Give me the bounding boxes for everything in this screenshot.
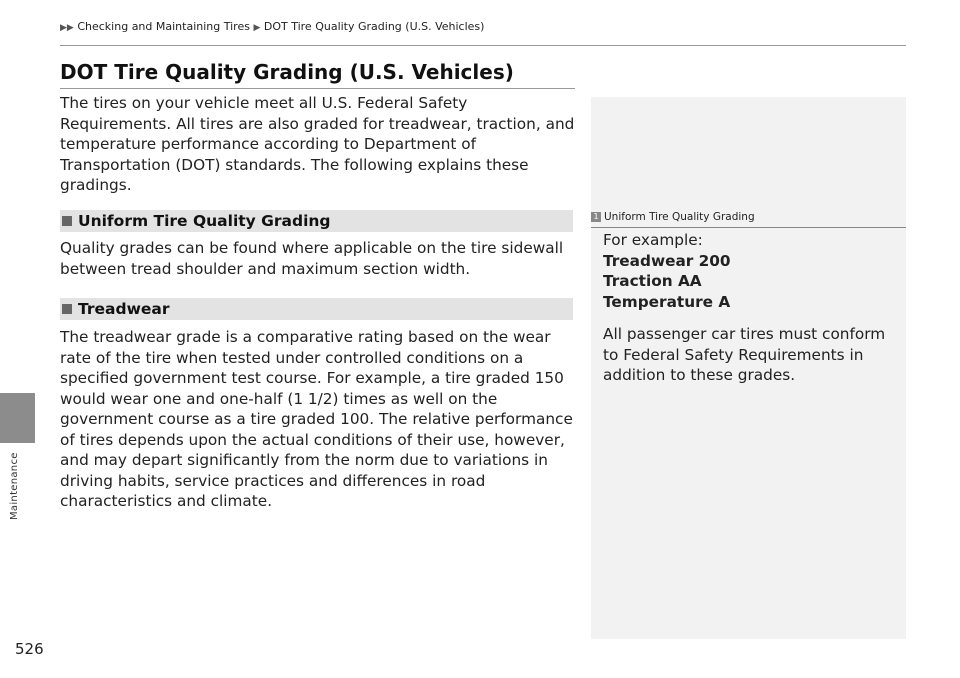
treadwear-heading-text: Treadwear <box>78 300 170 318</box>
side-note-body <box>603 230 898 386</box>
breadcrumb-arrow-icon: ▶▶ <box>60 23 74 33</box>
treadwear-heading <box>60 298 573 320</box>
side-note-text: All passenger car tires must conform to Federal Safety Requirements in addition to these grades. <box>603 325 886 384</box>
square-bullet-icon <box>62 304 72 314</box>
side-note-title <box>591 211 755 223</box>
example-traction: Traction AA <box>603 272 702 290</box>
uniform-grading-heading <box>60 210 573 232</box>
note-spacer <box>603 312 898 324</box>
breadcrumb <box>60 20 484 33</box>
example-treadwear: Treadwear 200 <box>603 251 731 270</box>
reference-number-icon: 1 <box>591 212 601 222</box>
title-divider <box>60 88 575 89</box>
uniform-grading-paragraph: Quality grades can be found where applicable on the tire sidewall between tread shoulder and maximum section width. <box>60 239 564 278</box>
section-side-label: Maintenance <box>9 452 20 520</box>
side-note-divider <box>591 227 906 228</box>
example-label: For example: <box>603 231 703 249</box>
breadcrumb-level-2[interactable]: DOT Tire Quality Grading (U.S. Vehicles) <box>263 20 485 33</box>
page-title: DOT Tire Quality Grading (U.S. Vehicles) <box>60 60 514 84</box>
page-number: 526 <box>15 640 44 658</box>
uniform-grading-heading-text: Uniform Tire Quality Grading <box>78 212 331 230</box>
example-temperature: Temperature A <box>603 292 731 311</box>
breadcrumb-level-1[interactable]: Checking and Maintaining Tires <box>77 20 250 33</box>
side-note-title-text: Uniform Tire Quality Grading <box>604 211 755 223</box>
intro-paragraph: The tires on your vehicle meet all U.S. Federal Safety Requirements. All tires are also graded for treadwear, traction, and temperature performance according to Department of Transportation (DOT) standards. The following explains these gradings. <box>60 94 575 194</box>
treadwear-paragraph: The treadwear grade is a comparative rating based on the wear rate of the tire when tested under controlled conditions on a specified government test course. For example, a tire graded 150 would wear one and one-half (1 1/2) times as well on the government course as a tire graded 100. The relative performance of tires depends upon the actual conditions of their use, however, and may depart significantly from the norm due to variations in driving habits, service practices and differences in road characteristics and climate. <box>60 328 573 510</box>
header-divider <box>60 45 906 46</box>
square-bullet-icon <box>62 216 72 226</box>
breadcrumb-separator-icon: ▶ <box>253 23 261 33</box>
